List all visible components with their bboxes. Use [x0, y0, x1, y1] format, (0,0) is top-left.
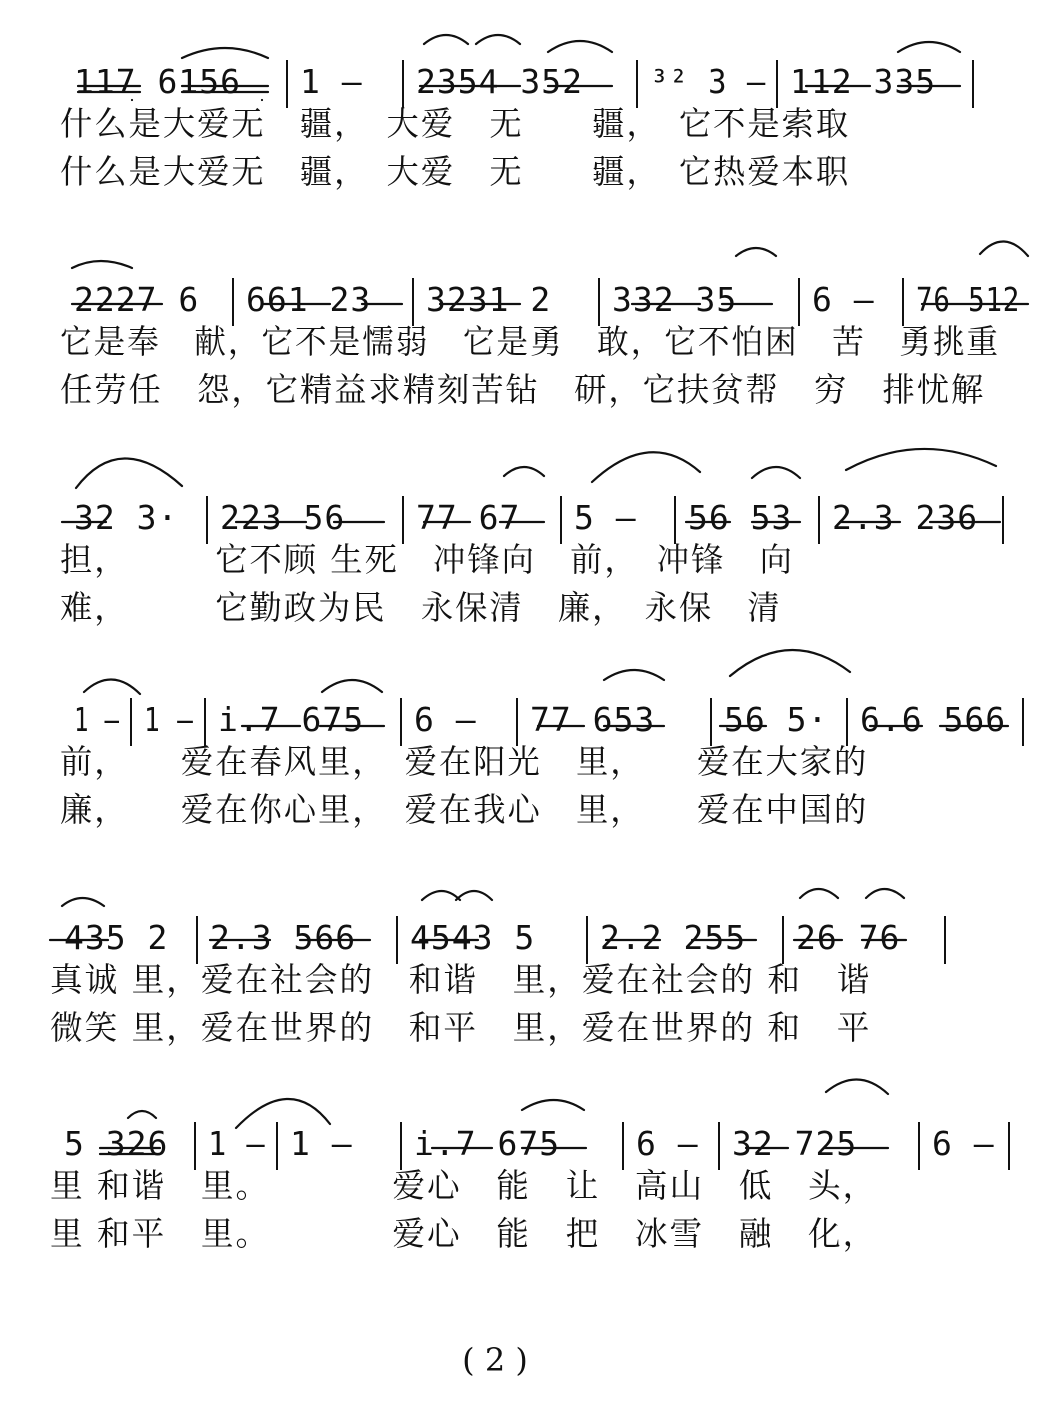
- measure-notes: 6 —: [812, 280, 875, 319]
- lyric-verse-1: 真诚 里，爱在社会的 和谐 里，爱在社会的 和 谐: [50, 960, 872, 999]
- notation-line: [60, 482, 1030, 536]
- measure: [50, 916, 196, 960]
- measure-notes: i.7 675: [218, 700, 365, 739]
- lyric-verse-1: 什么是大爱无 疆， 大爱 无 疆， 它不是索取: [60, 104, 851, 143]
- measure: [130, 698, 204, 742]
- measure: [412, 278, 598, 322]
- measure-notes: 77 653: [530, 700, 656, 739]
- measure: [902, 278, 1030, 322]
- measure-notes: 5 326: [64, 1124, 169, 1163]
- measure: [286, 60, 402, 104]
- measure: [402, 60, 636, 104]
- barline: [1008, 1122, 1010, 1170]
- measure-notes: 1 —: [300, 62, 363, 101]
- measure: [400, 1122, 622, 1166]
- measure: [782, 916, 944, 960]
- score-system-6: [50, 1072, 1030, 1272]
- measure: [396, 916, 586, 960]
- measure: [232, 278, 412, 322]
- measure-notes: 661 23: [246, 280, 372, 319]
- barline: [1002, 496, 1004, 544]
- measure: [204, 698, 400, 742]
- measure: [206, 496, 402, 540]
- notation-line: [60, 902, 1030, 956]
- measure: [798, 278, 902, 322]
- measure-notes: 6 —: [932, 1124, 995, 1163]
- measure: [560, 496, 674, 540]
- score-system-2: [60, 228, 1030, 428]
- measure-notes: 6 —: [636, 1124, 699, 1163]
- measure: [776, 60, 972, 104]
- measure-notes: 117 6156: [74, 62, 241, 101]
- measure: [60, 698, 130, 742]
- measure-notes: 56 5·: [724, 700, 829, 739]
- measure: [400, 698, 516, 742]
- lyric-verse-1: 它是奉 献，它不是懦弱 它是勇 敢，它不怕困 苦 勇挑重: [60, 322, 1000, 361]
- measure-notes: 2.3 566: [210, 918, 357, 957]
- measure-notes: 2.3 236: [832, 498, 979, 537]
- page-number: ( 2 ): [462, 1341, 528, 1379]
- measure-notes: 3231 2: [426, 280, 552, 319]
- measure: [586, 916, 782, 960]
- measure-notes: 2.2 255: [600, 918, 747, 957]
- notation-line: [60, 46, 1030, 100]
- score-system-5: [50, 866, 1030, 1066]
- measure-notes: 5 —: [574, 498, 637, 537]
- measure: [846, 698, 1022, 742]
- barline: [972, 60, 974, 108]
- lyric-verse-2: 廉， 爱在你心里， 爱在我心 里， 爱在中国的: [60, 790, 869, 829]
- measure-notes: 1 —: [290, 1124, 353, 1163]
- measure-notes: 76 512: [916, 280, 1021, 319]
- score-system-4: [60, 648, 1030, 848]
- measure: [622, 1122, 718, 1166]
- lyric-verse-2: 里 和平 里。 爱心 能 把 冰雪 融 化，: [50, 1214, 878, 1253]
- measure: [674, 496, 818, 540]
- measure: [60, 496, 206, 540]
- measure: [194, 1122, 276, 1166]
- measure-notes: 77 67: [416, 498, 521, 537]
- measure: [818, 496, 1002, 540]
- measure-notes: 1 —: [144, 700, 194, 739]
- score-system-1: [60, 10, 1030, 210]
- lyric-verse-2: 微笑 里，爱在世界的 和平 里，爱在世界的 和 平: [50, 1008, 872, 1047]
- lyric-verse-2: 任劳任 怨，它精益求精刻苦钻 研，它扶贫帮 穷 排忧解: [60, 370, 986, 409]
- measure-notes: 6 —: [414, 700, 477, 739]
- measure-notes: 1 —: [74, 700, 120, 739]
- measure-notes: 2227 6: [74, 280, 200, 319]
- measure-notes: 435 2: [64, 918, 169, 957]
- lyric-verse-2: 什么是大爱无 疆， 大爱 无 疆， 它热爱本职: [60, 152, 851, 191]
- notation-line: [60, 264, 1030, 318]
- measure: [598, 278, 798, 322]
- measure-notes: 56 53: [688, 498, 793, 537]
- measure: [918, 1122, 1008, 1166]
- measure: [636, 60, 776, 104]
- measure: [276, 1122, 400, 1166]
- barline: [1022, 698, 1024, 746]
- lyric-verse-1: 前， 爱在春风里， 爱在阳光 里， 爱在大家的: [60, 742, 869, 781]
- barline: [944, 916, 946, 964]
- measure: [60, 60, 286, 104]
- measure-notes: ³² 3 —: [650, 62, 767, 101]
- measure: [60, 278, 232, 322]
- measure-notes: 1 —: [208, 1124, 266, 1163]
- measure-notes: 332 35: [612, 280, 738, 319]
- notation-line: [60, 684, 1030, 738]
- score-system-3: [60, 446, 1030, 646]
- measure-notes: 6.6 566: [860, 700, 1007, 739]
- measure: [196, 916, 396, 960]
- measure-notes: 32 725: [732, 1124, 858, 1163]
- measure-notes: 112 335: [790, 62, 937, 101]
- lyric-verse-1: 里 和谐 里。 爱心 能 让 高山 低 头，: [50, 1166, 878, 1205]
- measure-notes: i.7 675: [414, 1124, 561, 1163]
- measure: [402, 496, 560, 540]
- measure-notes: 223 56: [220, 498, 346, 537]
- measure-notes: 32 3·: [74, 498, 179, 537]
- measure-notes: 2354 352: [416, 62, 583, 101]
- measure: [516, 698, 710, 742]
- measure: [718, 1122, 918, 1166]
- lyric-verse-1: 担， 它不顾 生死 冲锋向 前， 冲锋 向: [60, 540, 794, 579]
- measure-notes: 26 76: [796, 918, 901, 957]
- notation-line: [60, 1108, 1030, 1162]
- lyric-verse-2: 难， 它勤政为民 永保清 廉， 永保 清: [60, 588, 782, 627]
- measure-notes: 4543 5: [410, 918, 536, 957]
- measure: [50, 1122, 194, 1166]
- measure: [710, 698, 846, 742]
